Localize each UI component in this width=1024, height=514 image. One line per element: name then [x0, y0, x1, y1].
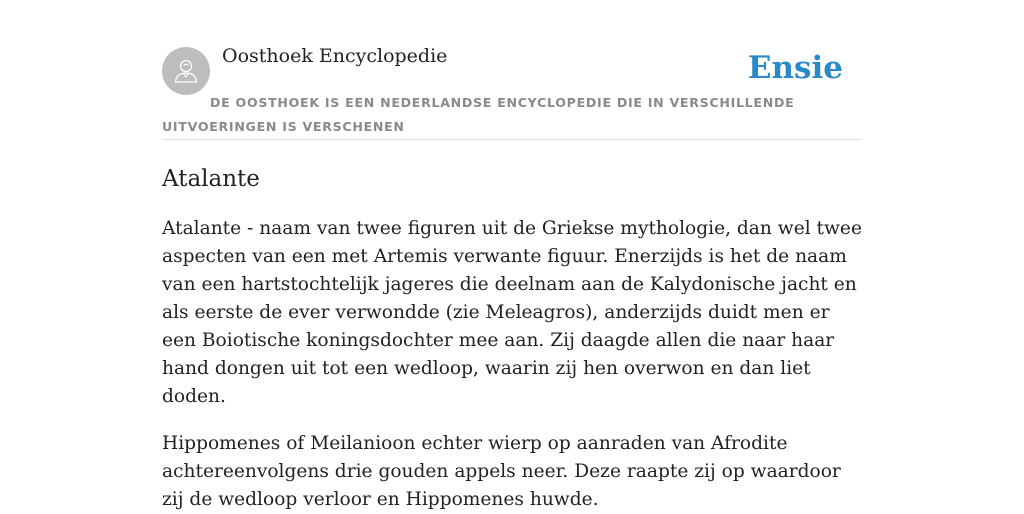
user-avatar-icon: [171, 56, 201, 86]
article-paragraph: Atalante - naam van twee figuren uit de Griekse mythologie, dan wel twee aspecten van een met Artemis verwante figuur. Enerzijds is het de naam van een hartstochtelijk jageres die deelnam aan de Kalydonische jacht en als eerste de ever verwondde (zie Meleagros), anderzijds duidt men er een Boiotische koningsdochter mee aan. Zij daagde allen die naar haar hand dongen uit tot een wedloop, waarin zij hen overwon en dan liet doden.: [162, 218, 862, 407]
site-header: [162, 0, 862, 140]
article: [162, 160, 862, 514]
avatar[interactable]: [162, 47, 210, 95]
article-title: Atalante: [162, 166, 260, 192]
article-paragraph: Hippomenes of Meilanioon echter wierp op aanraden van Afrodite achtereenvolgens drie gouden appels neer. Deze raapte zij op waardoor zij de wedloop verloor en Hippomenes huwde.: [162, 433, 841, 510]
page: [162, 0, 862, 510]
site-name[interactable]: Oosthoek Encyclopedie: [222, 45, 448, 67]
site-tagline: DE OOSTHOEK IS EEN NEDERLANDSE ENCYCLOPEDIE DIE IN VERSCHILLENDE UITVOERINGEN IS VERSCHENEN: [162, 95, 795, 134]
brand-logo-link[interactable]: Ensie: [747, 50, 843, 86]
